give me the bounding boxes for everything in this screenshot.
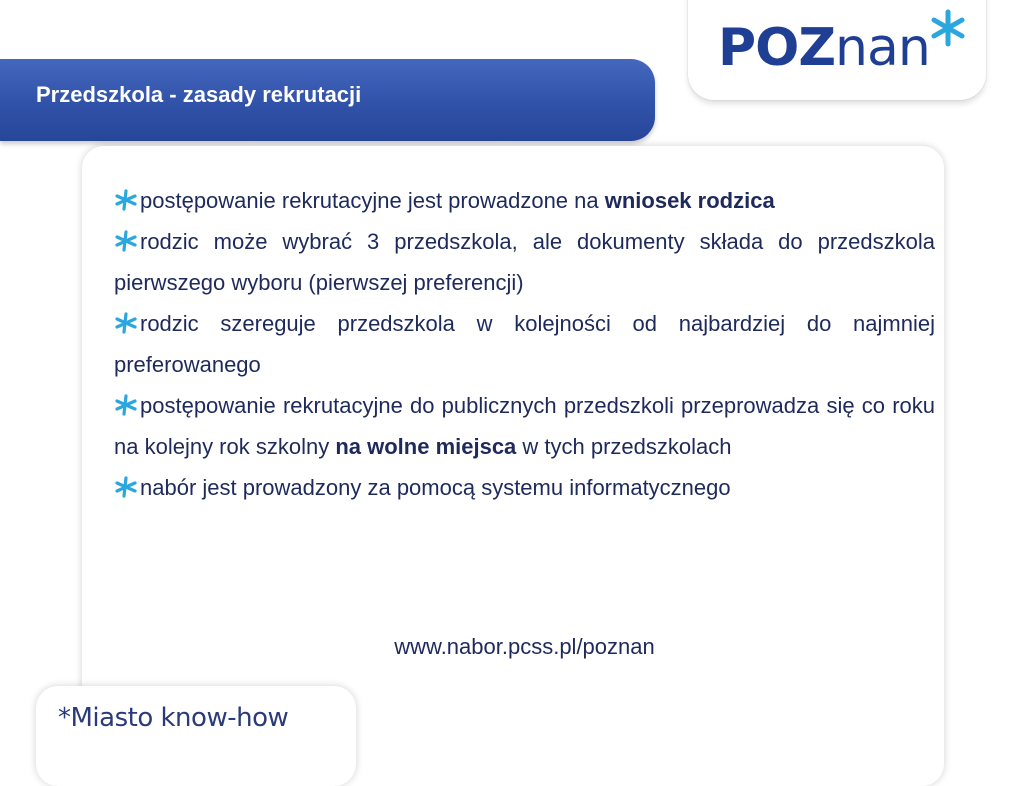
- bullet-list: [114, 180, 935, 508]
- bullet-text: postępowanie rekrutacyjne do publicznych przedszkoli przeprowadza się co roku na kolejny rok szkolny: [114, 393, 935, 459]
- bullet-text: w tych przedszkolach: [516, 434, 732, 459]
- footer-slogan-text: Miasto know-how: [70, 703, 289, 733]
- footer-star: *: [58, 703, 71, 733]
- asterisk-icon: [114, 230, 140, 252]
- bullet-item: [114, 303, 935, 385]
- bullet-text: postępowanie rekrutacyjne jest prowadzone na: [140, 188, 605, 213]
- bullet-text: nabór jest prowadzony za pomocą systemu informatycznego: [140, 475, 731, 500]
- asterisk-icon: [114, 394, 140, 416]
- bullet-item: [114, 221, 935, 303]
- bullet-text-bold: na wolne miejsca: [335, 434, 517, 459]
- bullet-text-bold: wniosek rodzica: [604, 188, 775, 213]
- asterisk-icon: [928, 8, 968, 48]
- asterisk-icon: [114, 312, 140, 334]
- logo-text-strong: POZ: [718, 18, 836, 78]
- logo-text-light: nan: [835, 18, 930, 78]
- bullet-item: [114, 467, 935, 508]
- bullet-item: [114, 180, 935, 221]
- recruitment-url[interactable]: www.nabor.pcss.pl/poznan: [394, 634, 655, 659]
- bullet-text: rodzic może wybrać 3 przedszkola, ale dokumenty składa do przedszkola pierwszego wyboru (pierwszej preferencji): [114, 229, 935, 295]
- footer-slogan: [58, 700, 288, 736]
- bullet-item: [114, 385, 935, 467]
- page-title: Przedszkola - zasady rekrutacji: [36, 82, 362, 107]
- bullet-text: rodzic szereguje przedszkola w kolejności od najbardziej do najmniej preferowanego: [114, 311, 935, 377]
- asterisk-icon: [114, 476, 140, 498]
- poznan-logo: [718, 18, 930, 78]
- asterisk-icon: [114, 189, 140, 211]
